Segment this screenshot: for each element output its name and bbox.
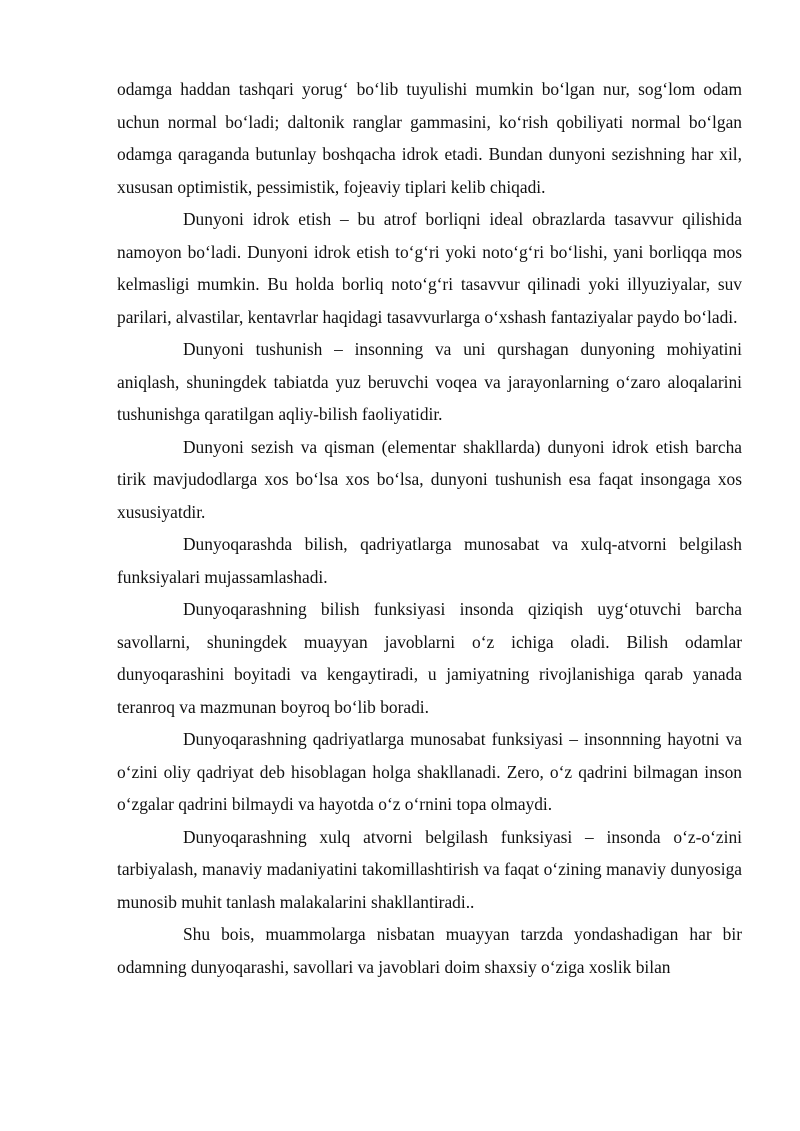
paragraph-shu-bois: Shu bois, muammolarga nisbatan muayyan tarzda yondashadigan har bir odamning dunyoqarashi, savollari va javoblari doim shaxsiy o‘ziga xoslik bilan: [117, 924, 742, 977]
paragraph-dunyoni-idrok-etish: Dunyoni idrok etish – bu atrof borliqni ideal obrazlarda tasavvur qilishida namoyon bo‘ladi. Dunyoni idrok etish to‘g‘ri yoki noto‘g‘ri bo‘lishi, yani borliqqa mos kelmasligi mumkin. Bu holda borliq noto‘g‘ri tasavvur qilinadi yoki illyuziyalar, suv parilari, alvastilar, kentavrlar haqidagi tasavvurlarga o‘xshash fantaziyalar paydo bo‘ladi.: [117, 209, 742, 327]
document-body: [117, 73, 742, 983]
paragraph-dunyoni-sezish: Dunyoni sezish va qisman (elementar shakllarda) dunyoni idrok etish barcha tirik mavjudodlarga xos bo‘lsa xos bo‘lsa, dunyoni tushunish esa faqat insongaga xos xususiyatdir.: [117, 436, 742, 522]
paragraph-dunyoqarash-funksiyalari: Dunyoqarashda bilish, qadriyatlarga munosabat va xulq-atvorni belgilash funksiyalari mujassamlashadi.: [117, 534, 742, 587]
paragraph-xulq-atvor-funksiyasi: Dunyoqarashning xulq atvorni belgilash funksiyasi – insonda o‘z-o‘zini tarbiyalash, manaviy madaniyatini takomillashtirish va faqat o‘zining manaviy dunyosiga munosib muhit tanlash malakalarini shakllantiradi..: [117, 826, 742, 912]
paragraph-bilish-funksiyasi: Dunyoqarashning bilish funksiyasi insonda qiziqish uyg‘otuvchi barcha savollarni, shuningdek muayyan javoblarni o‘z ichiga oladi. Bilish odamlar dunyoqarashini boyitadi va kengaytiradi, u jamiyatning rivojlanishiga qarab yanada teranroq va mazmunan boyroq bo‘lib boradi.: [117, 599, 742, 717]
paragraph-continuation: odamga haddan tashqari yorug‘ bo‘lib tuyulishi mumkin bo‘lgan nur, sog‘lom odam uchun normal bo‘ladi; daltonik ranglar gammasini, ko‘rish qobiliyati normal bo‘lgan odamga qaraganda butunlay boshqacha idrok etadi. Bundan dunyoni sezishning har xil, xususan optimistik, pessimistik, fojeaviy tiplari kelib chiqadi.: [117, 79, 742, 197]
paragraph-dunyoni-tushunish: Dunyoni tushunish – insonning va uni qurshagan dunyoning mohiyatini aniqlash, shuningdek tabiatda yuz beruvchi voqea va jarayonlarning o‘zaro aloqalarini tushunishga qaratilgan aqliy-bilish faoliyatidir.: [117, 339, 742, 424]
paragraph-qadriyat-funksiyasi: Dunyoqarashning qadriyatlarga munosabat funksiyasi – insonnning hayotni va o‘zini oliy qadriyat deb hisoblagan holga shakllanadi. Zero, o‘z qadrini bilmagan inson o‘zgalar qadrini bilmaydi va hayotda o‘z o‘rnini topa olmaydi.: [117, 729, 742, 814]
